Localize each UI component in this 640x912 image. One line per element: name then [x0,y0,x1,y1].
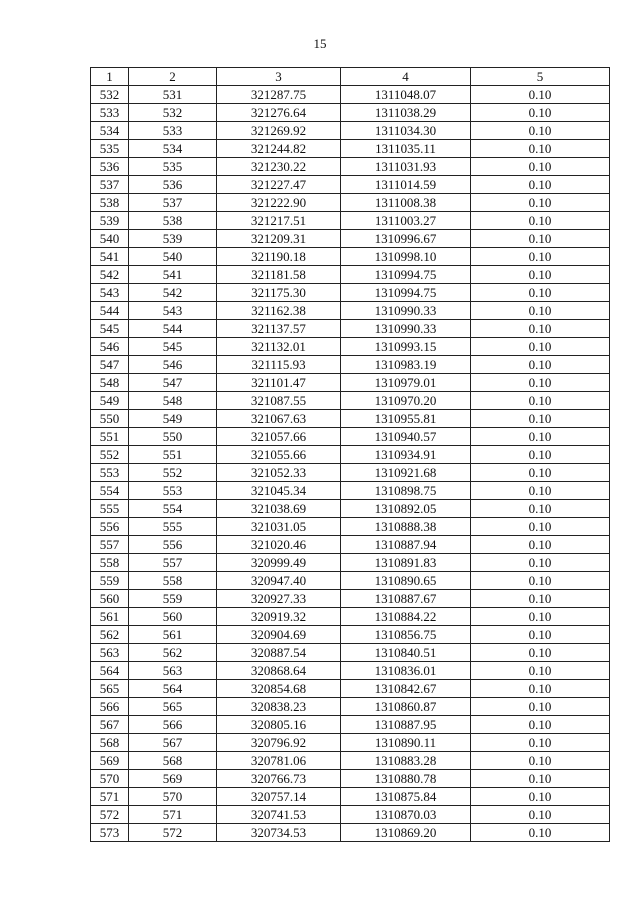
table-cell: 0.10 [471,248,610,266]
table-cell: 1310887.94 [341,536,471,554]
table-cell: 321115.93 [217,356,341,374]
table-row [91,734,610,752]
table-cell: 565 [129,698,217,716]
table-cell: 0.10 [471,752,610,770]
table-cell: 1311014.59 [341,176,471,194]
table-cell: 320766.73 [217,770,341,788]
table-cell: 561 [91,608,129,626]
table-cell: 1310890.11 [341,734,471,752]
table-cell: 1310890.65 [341,572,471,590]
table-cell: 562 [91,626,129,644]
table-cell: 320781.06 [217,752,341,770]
table-cell: 561 [129,626,217,644]
table-row [91,626,610,644]
table-cell: 0.10 [471,86,610,104]
table-cell: 573 [91,824,129,842]
table-row [91,104,610,122]
table-row [91,176,610,194]
table-cell: 541 [129,266,217,284]
table-cell: 1311003.27 [341,212,471,230]
table-row [91,518,610,536]
table-row [91,554,610,572]
table-cell: 552 [129,464,217,482]
table-cell: 536 [91,158,129,176]
table-cell: 538 [91,194,129,212]
table-row [91,410,610,428]
table-cell: 1310998.10 [341,248,471,266]
table-cell: 0.10 [471,554,610,572]
column-header: 5 [471,68,610,86]
table-cell: 321244.82 [217,140,341,158]
table-row [91,806,610,824]
table-cell: 1310888.38 [341,518,471,536]
table-cell: 321222.90 [217,194,341,212]
column-header: 3 [217,68,341,86]
table-cell: 533 [91,104,129,122]
table-cell: 558 [129,572,217,590]
table-row [91,824,610,842]
table-cell: 320868.64 [217,662,341,680]
table-cell: 1311038.29 [341,104,471,122]
table-cell: 541 [91,248,129,266]
table-cell: 555 [91,500,129,518]
table-cell: 535 [91,140,129,158]
table-cell: 1310875.84 [341,788,471,806]
table-cell: 563 [91,644,129,662]
table-cell: 568 [91,734,129,752]
table-cell: 0.10 [471,428,610,446]
table-cell: 0.10 [471,410,610,428]
table-cell: 563 [129,662,217,680]
table-cell: 550 [91,410,129,428]
table-row [91,428,610,446]
table-cell: 321052.33 [217,464,341,482]
table-cell: 321031.05 [217,518,341,536]
table-row [91,572,610,590]
table-row [91,122,610,140]
table-cell: 0.10 [471,122,610,140]
table-cell: 546 [91,338,129,356]
table-cell: 0.10 [471,284,610,302]
table-body [91,68,610,842]
table-cell: 0.10 [471,788,610,806]
table-cell: 0.10 [471,734,610,752]
table-cell: 1310955.81 [341,410,471,428]
table-cell: 531 [129,86,217,104]
table-cell: 321190.18 [217,248,341,266]
table-cell: 0.10 [471,716,610,734]
table-cell: 0.10 [471,500,610,518]
column-header: 1 [91,68,129,86]
table-header-row [91,68,610,86]
table-cell: 0.10 [471,230,610,248]
table-cell: 0.10 [471,140,610,158]
table-cell: 1310994.75 [341,284,471,302]
table-cell: 321209.31 [217,230,341,248]
table-cell: 1310870.03 [341,806,471,824]
table-row [91,374,610,392]
table-cell: 569 [129,770,217,788]
table-cell: 0.10 [471,824,610,842]
table-cell: 554 [91,482,129,500]
table-cell: 548 [129,392,217,410]
table-cell: 321057.66 [217,428,341,446]
table-cell: 1310940.57 [341,428,471,446]
table-cell: 568 [129,752,217,770]
table-cell: 534 [91,122,129,140]
table-cell: 321067.63 [217,410,341,428]
table-cell: 320854.68 [217,680,341,698]
table-cell: 543 [129,302,217,320]
table-cell: 557 [91,536,129,554]
table-cell: 321132.01 [217,338,341,356]
table-cell: 320741.53 [217,806,341,824]
table-cell: 320904.69 [217,626,341,644]
table-cell: 549 [91,392,129,410]
table-cell: 1310970.20 [341,392,471,410]
table-cell: 320927.33 [217,590,341,608]
table-cell: 1310887.67 [341,590,471,608]
table-cell: 1310860.87 [341,698,471,716]
table-cell: 1310892.05 [341,500,471,518]
table-cell: 1310856.75 [341,626,471,644]
table-cell: 566 [129,716,217,734]
table-cell: 0.10 [471,644,610,662]
table-row [91,680,610,698]
table-cell: 321227.47 [217,176,341,194]
table-row [91,320,610,338]
table-row [91,536,610,554]
table-cell: 572 [91,806,129,824]
table-cell: 540 [129,248,217,266]
table-cell: 548 [91,374,129,392]
column-header: 2 [129,68,217,86]
table-cell: 321045.34 [217,482,341,500]
table-cell: 549 [129,410,217,428]
table-cell: 564 [91,662,129,680]
table-cell: 551 [91,428,129,446]
table-cell: 571 [91,788,129,806]
table-cell: 544 [129,320,217,338]
table-row [91,464,610,482]
table-row [91,194,610,212]
table-row [91,788,610,806]
table-cell: 0.10 [471,590,610,608]
table-cell: 320805.16 [217,716,341,734]
table-cell: 547 [129,374,217,392]
table-cell: 556 [91,518,129,536]
table-cell: 0.10 [471,626,610,644]
table-row [91,140,610,158]
table-row [91,590,610,608]
table-cell: 0.10 [471,302,610,320]
table-cell: 553 [129,482,217,500]
table-cell: 320919.32 [217,608,341,626]
table-cell: 559 [91,572,129,590]
table-cell: 567 [91,716,129,734]
table-cell: 321087.55 [217,392,341,410]
table-cell: 572 [129,824,217,842]
table-cell: 321137.57 [217,320,341,338]
table-cell: 533 [129,122,217,140]
table-cell: 0.10 [471,608,610,626]
column-header: 4 [341,68,471,86]
table-cell: 547 [91,356,129,374]
table-cell: 321287.75 [217,86,341,104]
table-cell: 320947.40 [217,572,341,590]
table-row [91,392,610,410]
table-cell: 544 [91,302,129,320]
table-row [91,716,610,734]
table-cell: 1310993.15 [341,338,471,356]
table-cell: 551 [129,446,217,464]
table-cell: 532 [129,104,217,122]
table-cell: 0.10 [471,320,610,338]
table-cell: 1310880.78 [341,770,471,788]
table-cell: 532 [91,86,129,104]
table-row [91,482,610,500]
table-cell: 0.10 [471,518,610,536]
page-number: 15 [313,36,327,51]
table-cell: 321276.64 [217,104,341,122]
table-row [91,86,610,104]
table-row [91,662,610,680]
table-cell: 0.10 [471,194,610,212]
table-cell: 560 [91,590,129,608]
table-cell: 1310898.75 [341,482,471,500]
table-cell: 1310921.68 [341,464,471,482]
table-cell: 0.10 [471,446,610,464]
coordinates-table [90,67,610,842]
table-cell: 534 [129,140,217,158]
table-cell: 0.10 [471,662,610,680]
table-cell: 321217.51 [217,212,341,230]
table-row [91,644,610,662]
table-cell: 565 [91,680,129,698]
table-cell: 557 [129,554,217,572]
table-cell: 553 [91,464,129,482]
table-cell: 560 [129,608,217,626]
table-row [91,230,610,248]
table-row [91,212,610,230]
table-cell: 556 [129,536,217,554]
table-cell: 0.10 [471,392,610,410]
table-cell: 320796.92 [217,734,341,752]
table-cell: 542 [91,266,129,284]
table-cell: 536 [129,176,217,194]
table-cell: 539 [129,230,217,248]
table-cell: 537 [91,176,129,194]
table-cell: 569 [91,752,129,770]
table-cell: 1310979.01 [341,374,471,392]
table-cell: 1310994.75 [341,266,471,284]
table-cell: 0.10 [471,572,610,590]
table-cell: 546 [129,356,217,374]
table-cell: 552 [91,446,129,464]
table-cell: 320757.14 [217,788,341,806]
table-cell: 1310884.22 [341,608,471,626]
table-cell: 0.10 [471,536,610,554]
table-cell: 0.10 [471,338,610,356]
table-cell: 0.10 [471,356,610,374]
table-cell: 543 [91,284,129,302]
table-row [91,248,610,266]
table-cell: 1310869.20 [341,824,471,842]
table-cell: 1310836.01 [341,662,471,680]
table-cell: 539 [91,212,129,230]
table-row [91,446,610,464]
table-cell: 1310887.95 [341,716,471,734]
table-cell: 1310990.33 [341,320,471,338]
table-cell: 570 [129,788,217,806]
table-cell: 320887.54 [217,644,341,662]
table-cell: 320999.49 [217,554,341,572]
table-cell: 542 [129,284,217,302]
table-cell: 535 [129,158,217,176]
table-cell: 564 [129,680,217,698]
table-cell: 1310842.67 [341,680,471,698]
table-cell: 570 [91,770,129,788]
table-cell: 321269.92 [217,122,341,140]
table-cell: 1310891.83 [341,554,471,572]
table-cell: 0.10 [471,212,610,230]
table-cell: 321162.38 [217,302,341,320]
table-cell: 321055.66 [217,446,341,464]
table-cell: 1311035.11 [341,140,471,158]
table-cell: 567 [129,734,217,752]
table-cell: 321175.30 [217,284,341,302]
table-cell: 321038.69 [217,500,341,518]
table-row [91,698,610,716]
table-cell: 1310840.51 [341,644,471,662]
table-cell: 0.10 [471,806,610,824]
table-cell: 545 [129,338,217,356]
table-cell: 1310883.28 [341,752,471,770]
table-row [91,284,610,302]
table-cell: 545 [91,320,129,338]
table-cell: 1310996.67 [341,230,471,248]
table-cell: 321020.46 [217,536,341,554]
table-cell: 0.10 [471,464,610,482]
table-cell: 0.10 [471,104,610,122]
table-cell: 550 [129,428,217,446]
table-cell: 1311034.30 [341,122,471,140]
table-cell: 554 [129,500,217,518]
table-cell: 0.10 [471,698,610,716]
table-row [91,608,610,626]
table-cell: 1311008.38 [341,194,471,212]
table-cell: 562 [129,644,217,662]
table-cell: 0.10 [471,374,610,392]
table-cell: 321230.22 [217,158,341,176]
table-cell: 1310934.91 [341,446,471,464]
table-cell: 1310990.33 [341,302,471,320]
table-cell: 0.10 [471,482,610,500]
table-row [91,770,610,788]
table-row [91,752,610,770]
table-cell: 320734.53 [217,824,341,842]
table-cell: 0.10 [471,680,610,698]
table-cell: 320838.23 [217,698,341,716]
table-cell: 0.10 [471,770,610,788]
table-row [91,302,610,320]
table-cell: 321101.47 [217,374,341,392]
table-cell: 566 [91,698,129,716]
table-cell: 555 [129,518,217,536]
table-cell: 0.10 [471,266,610,284]
table-row [91,266,610,284]
table-cell: 0.10 [471,176,610,194]
table-cell: 559 [129,590,217,608]
table-cell: 537 [129,194,217,212]
table-cell: 558 [91,554,129,572]
table-row [91,500,610,518]
table-cell: 1311048.07 [341,86,471,104]
table-cell: 0.10 [471,158,610,176]
table-row [91,338,610,356]
table-row [91,158,610,176]
table-cell: 540 [91,230,129,248]
table-row [91,356,610,374]
table-cell: 1310983.19 [341,356,471,374]
table-cell: 538 [129,212,217,230]
table-cell: 571 [129,806,217,824]
table-cell: 321181.58 [217,266,341,284]
table-cell: 1311031.93 [341,158,471,176]
